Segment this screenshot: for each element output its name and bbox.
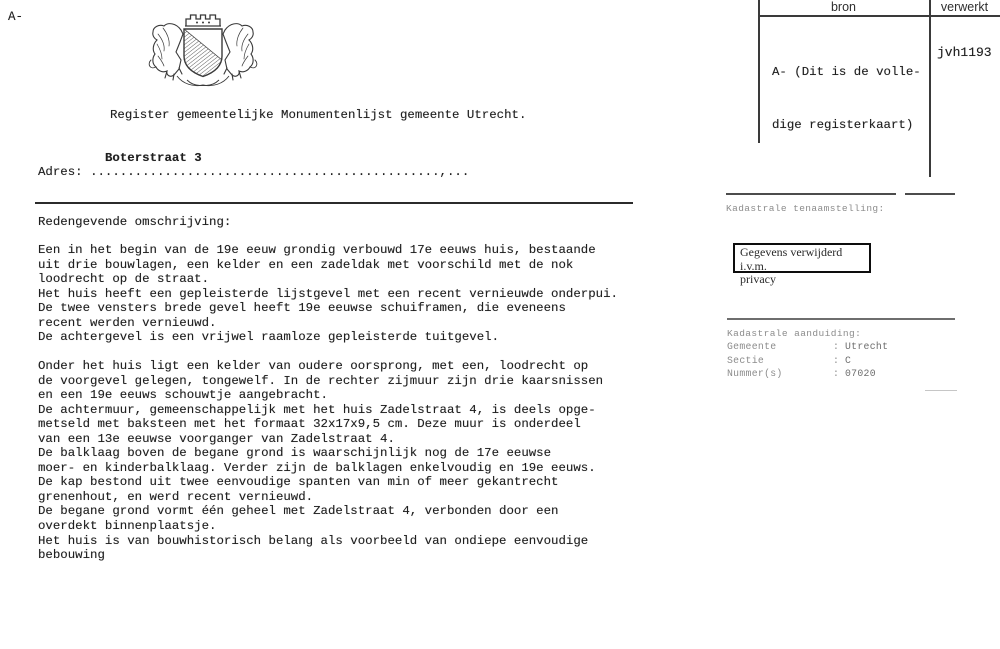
row-value: Utrecht <box>845 341 889 352</box>
row-separator: : <box>833 368 840 379</box>
text-line: recent werden vernieuwd. <box>38 315 217 330</box>
text-line: de voorgevel gelegen, tongewelf. In de rechter zijmuur zijn drie kaarsnissen <box>38 373 604 388</box>
verwerkt-cell: jvh1193 <box>937 45 992 60</box>
aanduiding-label: Kadastrale aanduiding: <box>727 328 862 339</box>
table-border-left <box>758 0 760 143</box>
text-line: en een 19e eeuws schouwtje aangebracht. <box>38 388 328 403</box>
text-line: Het huis is van bouwhistorisch belang als voorbeeld van ondiepe eenvoudige <box>38 533 589 548</box>
column-header-verwerkt: verwerkt <box>940 0 989 14</box>
table-column-divider <box>929 0 931 177</box>
text-line: loodrecht op de straat. <box>38 272 210 287</box>
row-key: Gemeente <box>727 341 777 352</box>
privacy-text-line2: privacy <box>740 272 776 286</box>
divider-line <box>727 318 955 320</box>
section-heading: Redengevende omschrijving: <box>38 215 232 229</box>
text-line: van een 13e eeuwse voorganger van Zadelstraat 4. <box>38 431 395 446</box>
corner-mark: A- <box>8 10 24 24</box>
privacy-redaction-box <box>733 243 871 286</box>
address-value: Boterstraat 3 <box>105 151 202 165</box>
address-dotted-line <box>83 165 90 179</box>
description-paragraph-2 <box>38 359 603 563</box>
text-line: grenenhout, en werd recent vernieuwd. <box>38 489 314 504</box>
text-line: De achtermuur, gemeenschappelijk met het huis Zadelstraat 4, is deels opge- <box>38 402 596 417</box>
divider-line <box>726 193 896 195</box>
text-line: Onder het huis ligt een kelder van oudere oorsprong, met een, loodrecht op <box>38 359 589 373</box>
text-line: De twee vensters brede gevel heeft 19e eeuwse schuiframen, die eveneens <box>38 301 566 316</box>
utrecht-coat-of-arms-icon <box>143 12 263 95</box>
text-line: De achtergevel is een vrijwel raamloze gepleisterde tuitgevel. <box>38 330 500 345</box>
aanduiding-row-nummers <box>727 368 876 379</box>
address-dots: ...............................................,... <box>90 165 470 179</box>
column-header-bron: bron <box>830 0 857 14</box>
bron-cell-line1: A- (Dit is de volle- <box>772 65 921 79</box>
table-header-underline <box>758 15 1000 17</box>
aanduiding-row-gemeente <box>727 341 888 352</box>
divider-line <box>905 193 955 195</box>
row-separator: : <box>833 341 840 352</box>
scan-artifact-line <box>925 390 957 391</box>
row-key: Sectie <box>727 354 765 366</box>
text-line: metseld met baksteen met het formaat 32x17x9,5 cm. Deze muur is onderdeel <box>38 417 581 432</box>
address-row <box>38 165 469 179</box>
text-line: moer- en kinderbalklaag. Verder zijn de balklagen enkelvoudig en 19e eeuws. <box>38 460 596 475</box>
row-separator: : <box>833 354 840 366</box>
tenaamstelling-label: Kadastrale tenaamstelling: <box>726 203 885 214</box>
text-line: Een in het begin van de 19e eeuw grondig verbouwd 17e eeuws huis, bestaande <box>38 243 596 257</box>
horizontal-rule <box>35 202 633 204</box>
description-paragraph-1 <box>38 243 618 345</box>
bron-cell-line2: dige registerkaart) <box>772 117 914 132</box>
text-line: De balklaag boven de begane grond is waarschijnlijk nog de 17e eeuwse <box>38 446 552 461</box>
privacy-text-line1: Gegevens verwijderd i.v.m. <box>740 245 843 273</box>
text-line: bebouwing <box>38 548 105 563</box>
text-line: overdekt binnenplaatsje. <box>38 519 217 534</box>
text-line: uit drie bouwlagen, een kelder en een zadeldak met voorschild met de nok <box>38 257 574 272</box>
bron-cell <box>772 29 921 169</box>
document-title: Register gemeentelijke Monumentenlijst gemeente Utrecht. <box>110 108 527 122</box>
text-line: Het huis heeft een gepleisterde lijstgevel met een recent vernieuwde onderpui. <box>38 286 618 301</box>
text-line: De begane grond vormt één geheel met Zadelstraat 4, verbonden door een <box>38 504 559 519</box>
row-value: 07020 <box>845 368 876 379</box>
row-value: C <box>845 354 852 366</box>
address-label: Adres: <box>38 165 83 179</box>
aanduiding-row-sectie <box>727 355 851 366</box>
row-key: Nummer(s) <box>727 368 783 379</box>
text-line: De kap bestond uit twee eenvoudige spanten van min of meer gekantrecht <box>38 475 559 490</box>
